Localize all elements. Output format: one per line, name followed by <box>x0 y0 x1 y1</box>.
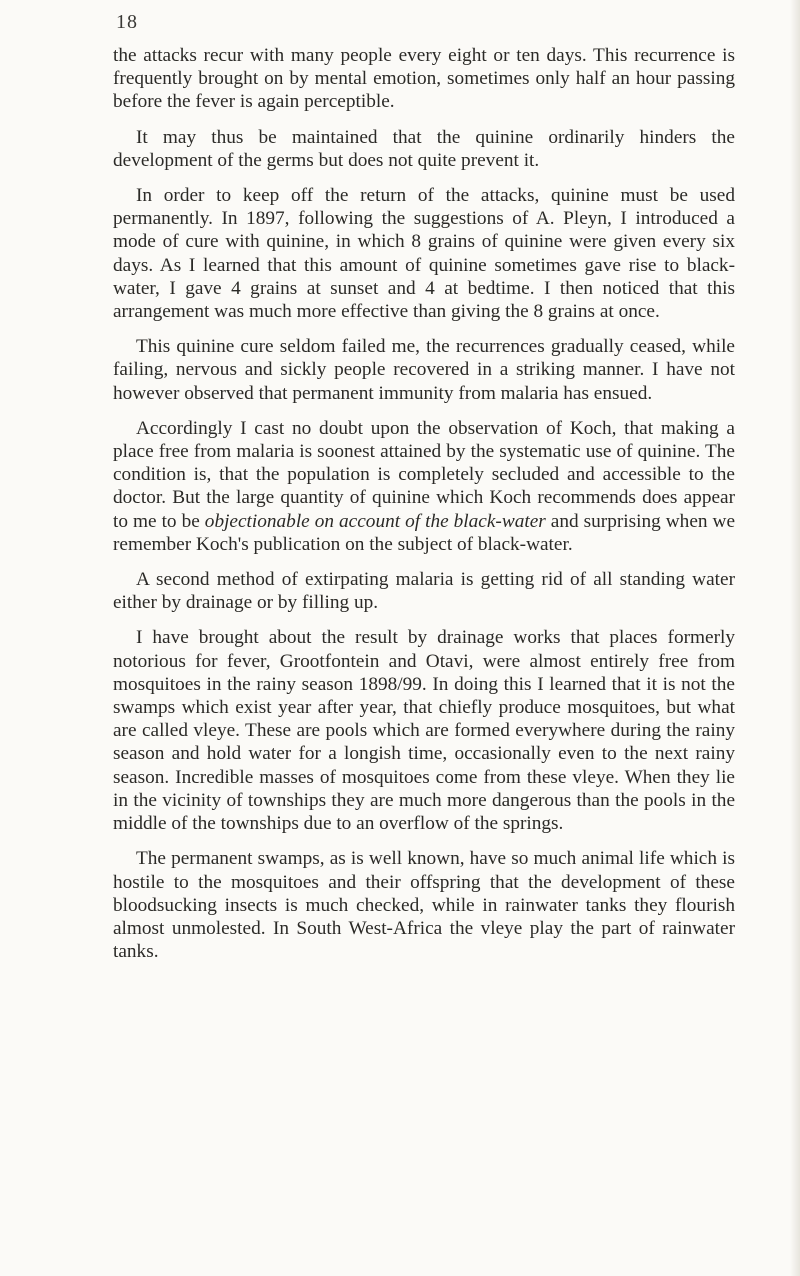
paragraph: It may thus be maintained that the quinine ordinarily hinders the development of the germs but does not quite prevent it. <box>113 126 735 171</box>
paragraph-text: Accordingly I cast no doubt upon the observation of Koch, that making a place free from malaria is soonest attained by the systematic use of quinine. The condition is, that the population is completely secluded and accessible to the doctor. But the large quantity of quinine which Koch recommends does appear to me to be <box>113 417 735 532</box>
paragraph <box>113 417 735 556</box>
paragraph: The permanent swamps, as is well known, have so much animal life which is hostile to the mosquitoes and their offspring that the development of these bloodsucking insects is much checked, while in rainwater tanks they flourish almost unmolested. In South West-Africa the vleye play the part of rainwater tanks. <box>113 848 735 963</box>
paragraph: In order to keep off the return of the attacks, quinine must be used permanently. In 1897, following the suggestions of A. Pleyn, I introduced a mode of cure with quinine, in which 8 grains of quinine were given every six days. As I learned that this amount of quinine sometimes gave rise to black-water, I gave 4 grains at sunset and 4 at bedtime. I then noticed that this arrangement was much more effective than giving the 8 grains at once. <box>113 185 735 323</box>
emphasized-phrase: objectionable on account of the black-water <box>204 510 546 532</box>
body-text <box>113 44 735 975</box>
paragraph-continuation: the attacks recur with many people every eight or ten days. This recurrence is frequently brought on by mental emotion, sometimes only half an hour passing before the fever is again perceptible. <box>113 45 735 113</box>
page-edge-shadow <box>790 0 800 1276</box>
paragraph: This quinine cure seldom failed me, the recurrences gradually ceased, while failing, nervous and sickly people recovered in a striking manner. I have not however observed that permanent immunity from malaria has ensued. <box>113 336 735 404</box>
paragraph: A second method of extirpating malaria is getting rid of all standing water either by drainage or by filling up. <box>113 569 735 614</box>
paragraph-text: and surprising when we remember Koch's publication on the subject of black-water. <box>113 510 736 555</box>
page-number: 18 <box>116 11 138 33</box>
paragraph: I have brought about the result by drainage works that places formerly notorious for fever, Grootfontein and Otavi, were almost entirely free from mosquitoes in the rainy season 1898/99. In doing this I learned that it is not the swamps which exist year after year, that chiefly produce mosquitoes, but what are called vleye. These are pools which are formed everywhere during the rainy season and hold water for a longish time, occasionally even to the next rainy season. Incredible masses of mosquitoes come from these vleye. When they lie in the vicinity of townships they are much more dangerous than the pools in the middle of the townships due to an overflow of the springs. <box>113 627 735 835</box>
